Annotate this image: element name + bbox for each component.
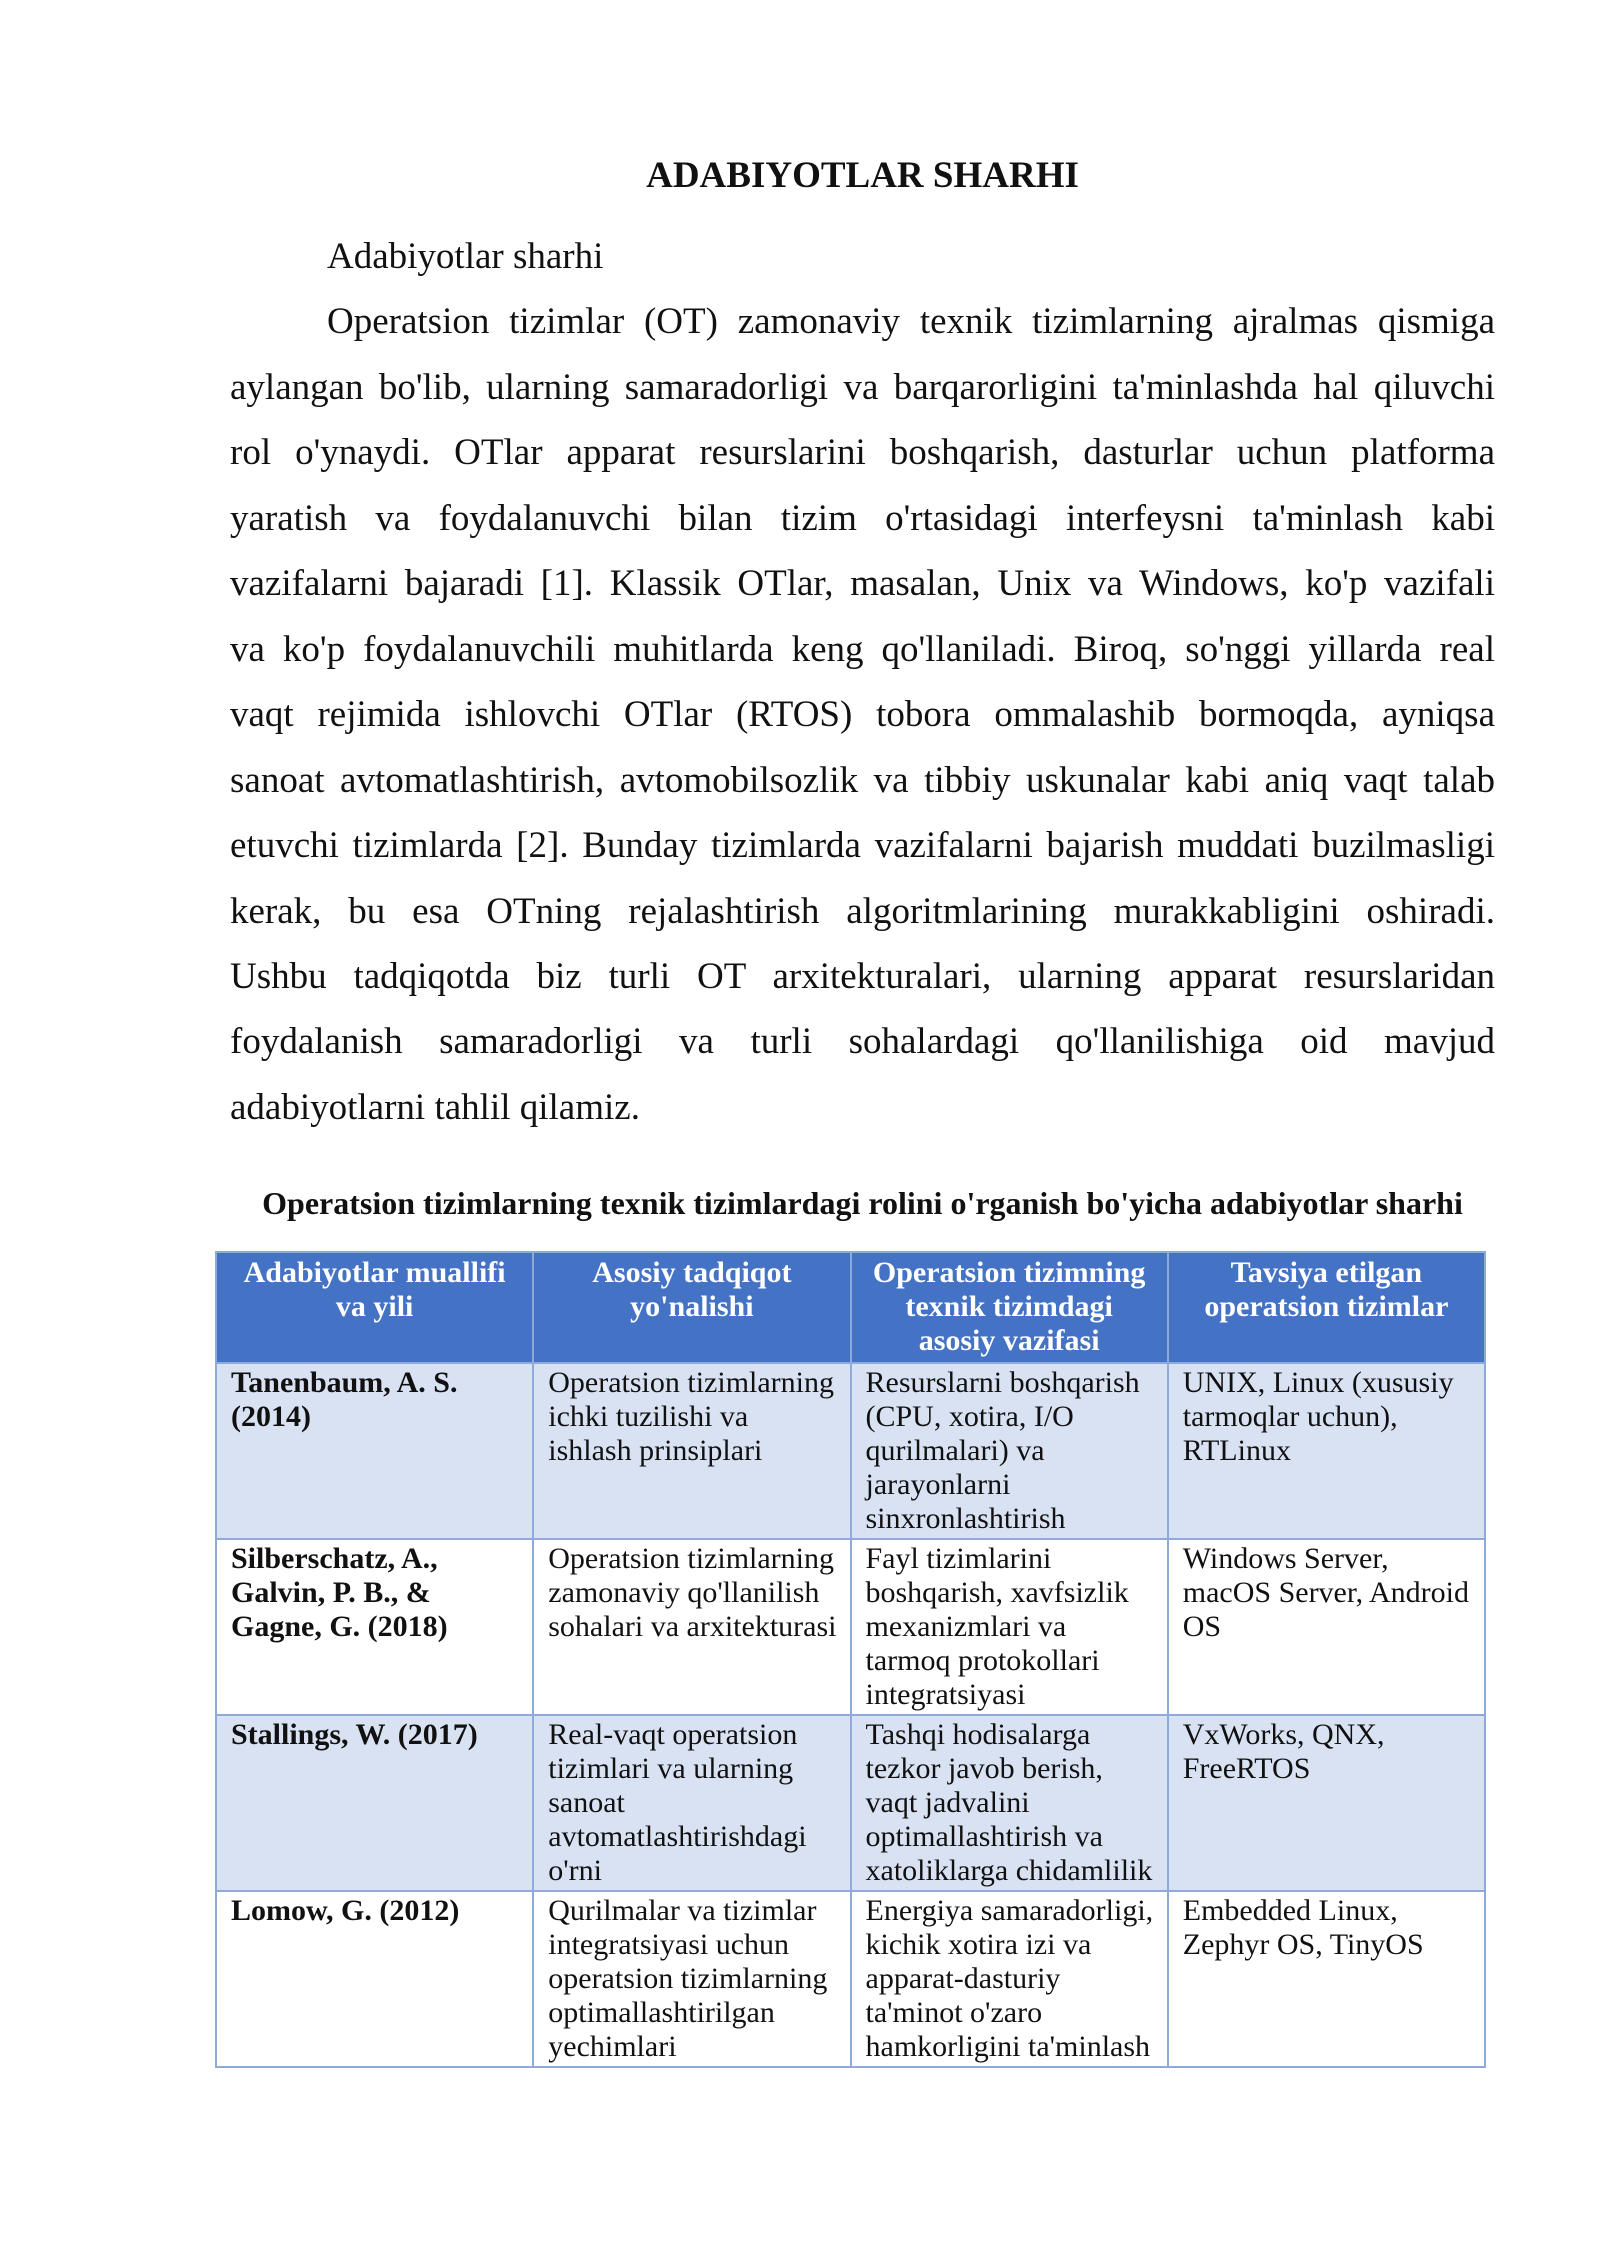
table-caption: Operatsion tizimlarning texnik tizimlardagi rolini o'rganish bo'yicha adabiyotlar sharhi [262, 1185, 1463, 1221]
paragraph-line: Operatsion tizimlar (OT) zamonaviy texnik tizimlarning ajralmas qismiga [327, 301, 1495, 343]
table-row [216, 1715, 1485, 1891]
table-cell-author: Lomow, G. (2012) [216, 1891, 533, 2067]
page-title: ADABIYOTLAR SHARHI [646, 155, 1079, 196]
paragraph-line: etuvchi tizimlarda [2]. Bunday tizimlarda vazifalarni bajarish muddati buzilmasligi [230, 825, 1495, 867]
paragraph-line: foydalanish samaradorligi va turli sohalardagi qo'llanilishiga oid mavjud [230, 1021, 1495, 1063]
table-cell-recommended-os: UNIX, Linux (xususiy tarmoqlar uchun), RTLinux [1168, 1363, 1485, 1539]
table-header-recommended-os: Tavsiya etilgan operatsion tizimlar [1168, 1252, 1485, 1363]
table-cell-os-role: Energiya samaradorligi, kichik xotira izi va apparat-dasturiy ta'minot o'zaro hamkorligini ta'minlash [851, 1891, 1168, 2067]
table-cell-recommended-os: Windows Server, macOS Server, Android OS [1168, 1539, 1485, 1715]
table-cell-author: Stallings, W. (2017) [216, 1715, 533, 1891]
table-cell-research-direction: Real-vaqt operatsion tizimlari va ularning sanoat avtomatlashtirishdagi o'rni [533, 1715, 850, 1891]
table-row [216, 1539, 1485, 1715]
table-header-os-role: Operatsion tizimning texnik tizimdagi asosiy vazifasi [851, 1252, 1168, 1363]
table-cell-recommended-os: Embedded Linux, Zephyr OS, TinyOS [1168, 1891, 1485, 2067]
paragraph-line: aylangan bo'lib, ularning samaradorligi va barqarorligini ta'minlashda hal qiluvchi [230, 366, 1495, 408]
table-header-research-direction: Asosiy tadqiqot yo'nalishi [533, 1252, 850, 1363]
table-cell-research-direction: Qurilmalar va tizimlar integratsiyasi uchun operatsion tizimlarning optimallashtirilgan yechimlari [533, 1891, 850, 2067]
paragraph-line: vaqt rejimida ishlovchi OTlar (RTOS) tobora ommalashib bormoqda, ayniqsa [230, 694, 1495, 736]
table-cell-os-role: Tashqi hodisalarga tezkor javob berish, vaqt jadvalini optimallashtirish va xatoliklarga chidamlilik [851, 1715, 1168, 1891]
paragraph-line: yaratish va foydalanuvchi bilan tizim o'rtasidagi interfeysni ta'minlash kabi [230, 497, 1495, 539]
table-row [216, 1891, 1485, 2067]
body-text [230, 224, 1495, 1140]
table-row [216, 1363, 1485, 1539]
paragraph-line: kerak, bu esa OTning rejalashtirish algoritmlarining murakkabligini oshiradi. [230, 890, 1495, 932]
table-cell-research-direction: Operatsion tizimlarning ichki tuzilishi va ishlash prinsiplari [533, 1363, 850, 1539]
paragraph-line: Ushbu tadqiqotda biz turli OT arxitekturalari, ularning apparat resurslaridan [230, 955, 1495, 997]
table-cell-author: Tanenbaum, A. S. (2014) [216, 1363, 533, 1539]
table-cell-os-role: Fayl tizimlarini boshqarish, xavfsizlik mexanizmlari va tarmoq protokollari integratsiyasi [851, 1539, 1168, 1715]
paragraph-line: rol o'ynaydi. OTlar apparat resurslarini boshqarish, dasturlar uchun platforma [230, 432, 1495, 474]
paragraph-line: vazifalarni bajaradi [1]. Klassik OTlar, masalan, Unix va Windows, ko'p vazifali [230, 563, 1495, 605]
table-header-author: Adabiyotlar muallifi va yili [216, 1252, 533, 1363]
paragraph-line: va ko'p foydalanuvchili muhitlarda keng qo'llaniladi. Biroq, so'nggi yillarda real [230, 628, 1495, 670]
table-cell-os-role: Resurslarni boshqarish (CPU, xotira, I/O qurilmalari) va jarayonlarni sinxronlashtirish [851, 1363, 1168, 1539]
table-cell-author: Silberschatz, A., Galvin, P. B., & Gagne, G. (2018) [216, 1539, 533, 1715]
paragraph-line: sanoat avtomatlashtirish, avtomobilsozlik va tibbiy uskunalar kabi aniq vaqt talab [230, 759, 1495, 801]
section-subheading: Adabiyotlar sharhi [327, 236, 604, 277]
literature-review-table [215, 1251, 1486, 2068]
paragraph-line: adabiyotlarni tahlil qilamiz. [230, 1086, 640, 1128]
table-cell-research-direction: Operatsion tizimlarning zamonaviy qo'llanilish sohalari va arxitekturasi [533, 1539, 850, 1715]
table-cell-recommended-os: VxWorks, QNX, FreeRTOS [1168, 1715, 1485, 1891]
table-header-row [216, 1252, 1485, 1363]
